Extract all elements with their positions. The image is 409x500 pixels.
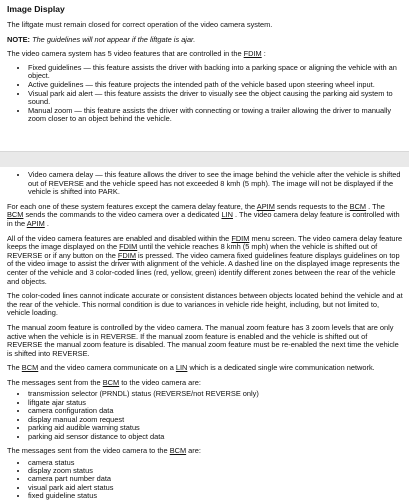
lin-link[interactable]: LIN — [221, 210, 233, 220]
feature-list — [7, 64, 403, 124]
list-item: • Active guidelines — this feature projects the intended path of the vehicle based upon steering wheel input. — [28, 81, 403, 90]
lin-paragraph: The BCM and the video camera communicate on a LIN which is a dedicated single wire communication network. — [7, 363, 375, 373]
bcm-link[interactable]: BCM — [349, 201, 367, 211]
apim-bcm-paragraph: For each one of these system features except the camera delay feature, the APIM sends requests to the BCM . The BCM sends the commands to the video camera over a dedicated LIN . The video camera delay feature is controlled with in the APIM . — [7, 201, 400, 228]
note-label: NOTE: — [7, 34, 30, 44]
list-item: • display zoom status — [28, 467, 403, 475]
fdim-link[interactable]: FDIM — [117, 250, 136, 260]
bcm-link[interactable]: BCM — [21, 363, 39, 373]
list-item: • camera configuration data — [28, 407, 403, 415]
color-lines-paragraph: The color-coded lines cannot indicate accurate or consistent distances between objects located behind the vehicle and at the rear of the vehicle. This normal condition is due to variances in vehicle ride height, including, but not limited to, vehicle loading. — [7, 291, 403, 318]
bcm-messages-intro: The messages sent from the BCM to the video camera are: — [7, 377, 201, 387]
list-item: • fixed guideline status — [28, 492, 403, 500]
delay-feature-list — [7, 171, 403, 197]
lin-link[interactable]: LIN — [175, 363, 188, 373]
liftgate-paragraph: The liftgate must remain closed for correct operation of the video camera system. — [7, 20, 273, 29]
list-item: • Video camera delay — this feature allows the driver to see the image behind the vehicle after the vehicle is shifted out of REVERSE and the vehicle speed has not exceeded 8 kmh (5 mph). The image will not be displayed if the vehicle is shifted into PARK. — [28, 171, 403, 197]
list-item: • camera status — [28, 459, 403, 467]
note-text: The guidelines will not appear if the liftgate is ajar. — [32, 34, 196, 44]
document-page-2 — [0, 167, 409, 500]
bcm-link[interactable]: BCM — [169, 445, 187, 455]
list-item: • parking aid sensor distance to object data — [28, 433, 403, 441]
bcm-to-camera-list — [7, 390, 403, 440]
features-intro: The video camera system has 5 video features that are controlled in the FDIM : — [7, 49, 266, 59]
manual-zoom-paragraph: The manual zoom feature is controlled by the video camera. The manual zoom feature has 3 zoom levels that are only active when the vehicle is in REVERSE. If the manual zoom feature is enabled and the vehicle is shifted out of REVERSE the manual zoom feature is disabled. The manual zoom feature must be re-enabled the next time the vehicle is shifted into REVERSE. — [7, 322, 399, 358]
list-item: • visual park aid alert status — [28, 484, 403, 492]
list-item: • liftgate ajar status — [28, 399, 403, 407]
list-item: • transmission selector (PRNDL) status (REVERSE/not REVERSE only) — [28, 390, 403, 398]
camera-to-bcm-list — [7, 459, 403, 500]
fdim-link[interactable]: FDIM — [243, 49, 262, 59]
note-paragraph — [7, 36, 403, 45]
camera-messages-intro: The messages sent from the video camera to the BCM are: — [7, 445, 201, 455]
section-title: Image Display — [7, 4, 65, 14]
bcm-link[interactable]: BCM — [102, 377, 120, 387]
fdim-link[interactable]: FDIM — [231, 233, 250, 243]
document-page-1 — [0, 0, 409, 151]
list-item: • Fixed guidelines — this feature assists the driver with backing into a parking space or aligning the vehicle with an object. — [28, 64, 403, 81]
list-item: • Manual zoom — this feature assists the driver with connecting or towing a trailer allowing the driver to manually zoom closer to an object behind the vehicle. — [28, 107, 403, 124]
bcm-link[interactable]: BCM — [7, 210, 24, 220]
fdim-paragraph: All of the video camera features are enabled and disabled within the FDIM menu screen. The video camera delay feature keeps the image displayed on the FDIM until the vehicle reaches 8 kmh (5 mph) when the vehicle is shifted out of REVERSE or if any button on the FDIM is pressed. The video camera fixed guidelines feature displays guidelines on top of the video image to assist the driver with alignment of the vehicle. A dashed line on the displayed image represents the center of the vehicle and 3 color-coded lines (red, yellow, green) identify different zones between the rear of the vehicle and objects. — [7, 233, 403, 286]
list-item: • Visual park aid alert — this feature assists the driver to visually see the object causing the parking aid system to sound. — [28, 90, 403, 107]
apim-link[interactable]: APIM — [256, 201, 275, 211]
fdim-link[interactable]: FDIM — [119, 242, 138, 252]
list-item: • camera part number data — [28, 475, 403, 483]
apim-link[interactable]: APIM — [26, 218, 45, 228]
list-item: • parking aid audible warning status — [28, 424, 403, 432]
list-item: • display manual zoom request — [28, 416, 403, 424]
